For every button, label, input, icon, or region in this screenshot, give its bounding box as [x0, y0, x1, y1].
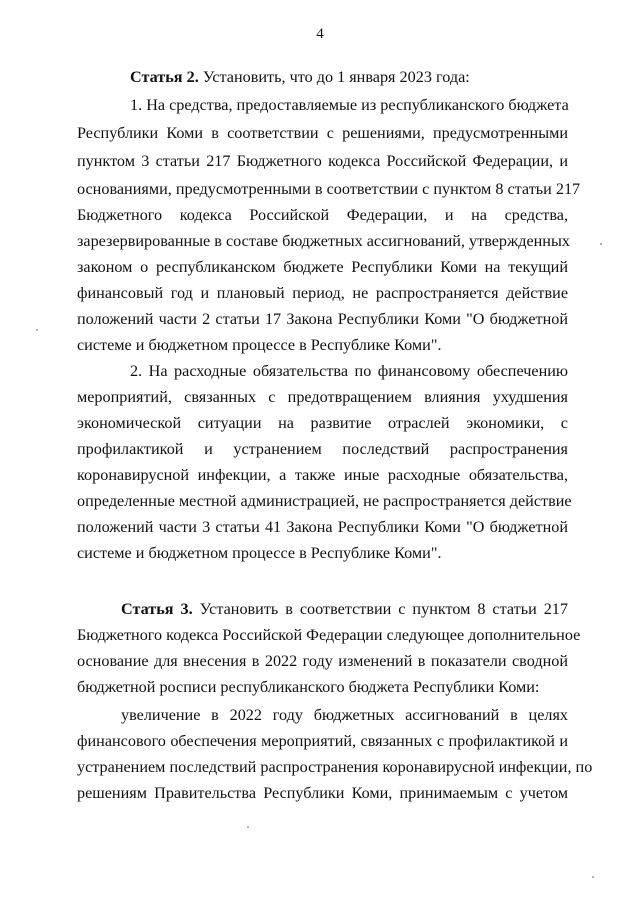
- article-3-heading: Статья 3.: [121, 600, 193, 618]
- article-2-line: пунктом 3 статьи 217 Бюджетного кодекса Российской Федерации, и: [77, 152, 568, 170]
- article-3-line: основание для внесения в 2022 году изменений в показатели сводной: [77, 652, 568, 670]
- scan-speck: [36, 329, 38, 331]
- article-3-lead-text: Установить в соответствии с пунктом 8 статьи 217: [192, 600, 568, 618]
- article-2-lead-text: Установить, что до 1 января 2023 года:: [198, 68, 470, 86]
- article-2-heading: Статья 2.: [130, 68, 199, 86]
- article-3-line: увеличение в 2022 году бюджетных ассигнований в целях: [121, 706, 568, 724]
- scan-speck: [600, 243, 602, 245]
- article-2-line: основаниями, предусмотренными в соответствии с пунктом 8 статьи 217: [77, 180, 581, 198]
- article-3-line: устранением последствий распространения коронавирусной инфекции, по: [77, 758, 593, 776]
- article-2-line: 2. На расходные обязательства по финансовому обеспечению: [130, 362, 568, 380]
- article-3-line: решениям Правительства Республики Коми, принимаемым с учетом: [77, 784, 568, 802]
- article-2-line: определенные местной администрацией, не распространяется действие: [77, 492, 572, 510]
- article-3-line: бюджетной росписи республиканского бюджета Республики Коми:: [77, 678, 540, 696]
- article-2-line: зарезервированные в составе бюджетных ассигнований, утвержденных: [77, 232, 570, 250]
- article-3-line: финансового обеспечения мероприятий, связанных с профилактикой и: [77, 732, 568, 750]
- article-2-line: коронавирусной инфекции, а также иные расходные обязательства,: [77, 466, 568, 484]
- article-2-first-line: [130, 67, 568, 87]
- article-2-line: 1. На средства, предоставляемые из республиканского бюджета: [130, 96, 569, 114]
- article-2-line: системе и бюджетном процессе в Республике Коми".: [77, 336, 442, 354]
- article-2-line: системе и бюджетном процессе в Республике Коми".: [77, 544, 442, 562]
- scan-speck: [247, 826, 249, 828]
- scan-speck: [592, 876, 594, 878]
- article-3-line: Бюджетного кодекса Российской Федерации следующее дополнительное: [77, 626, 581, 644]
- article-2-line: Бюджетного кодекса Российской Федерации, и на средства,: [77, 206, 568, 224]
- article-2-line: положений части 3 статьи 41 Закона Республики Коми "О бюджетной: [77, 518, 568, 536]
- article-2-line: Республики Коми в соответствии с решениями, предусмотренными: [77, 124, 568, 142]
- article-2-line: профилактикой и устранением последствий распространения: [77, 440, 568, 458]
- article-2-line: законом о республиканском бюджете Республики Коми на текущий: [77, 258, 568, 276]
- article-2-line: мероприятий, связанных с предотвращением влияния ухудшения: [77, 388, 568, 406]
- page-number: 4: [316, 26, 324, 42]
- article-2-line: положений части 2 статьи 17 Закона Республики Коми "О бюджетной: [77, 310, 568, 328]
- article-2-line: финансовый год и плановый период, не распространяется действие: [77, 284, 568, 302]
- article-2-line: экономической ситуации на развитие отраслей экономики, с: [77, 414, 568, 432]
- article-3-first-line: [121, 599, 568, 619]
